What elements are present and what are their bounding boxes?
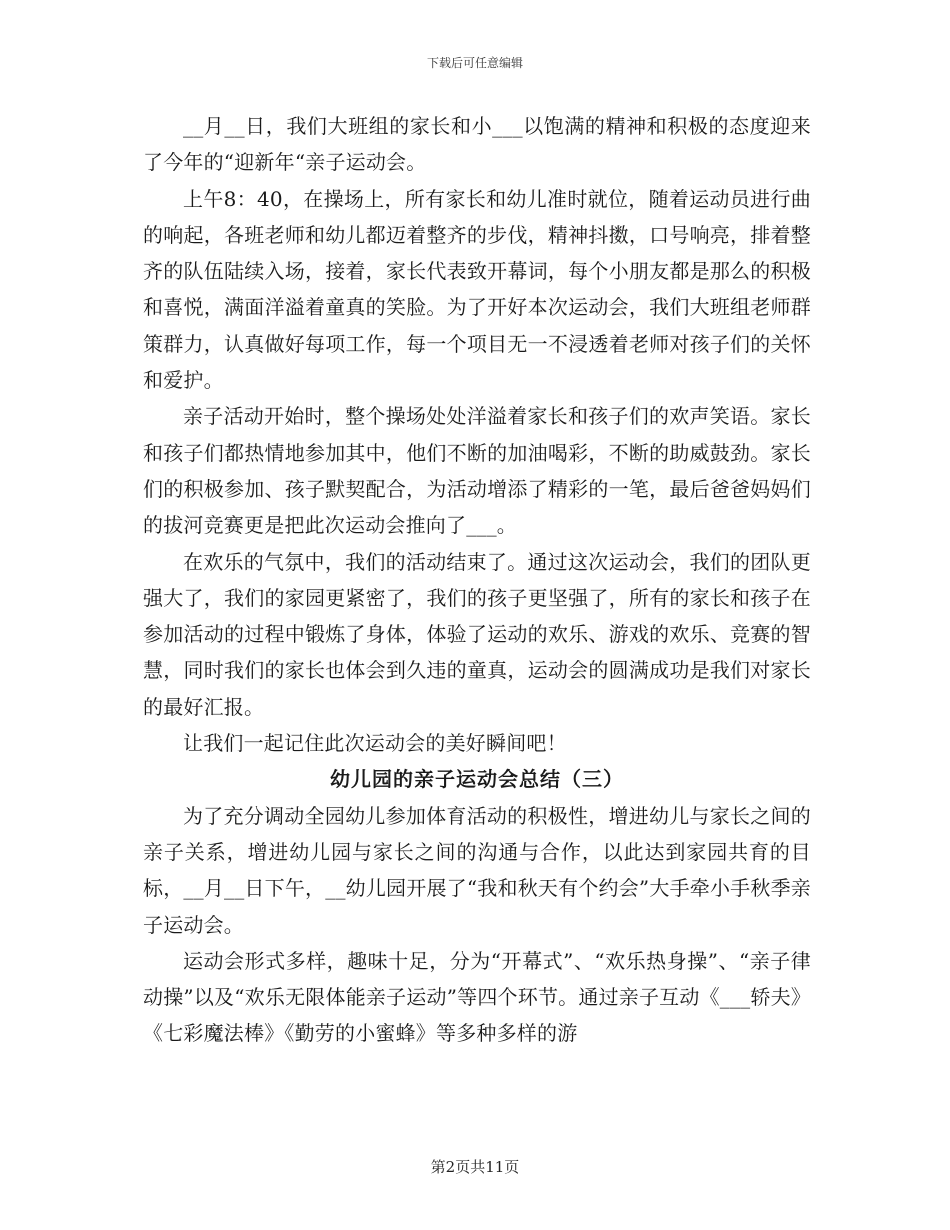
paragraph: 上午8：40，在操场上，所有家长和幼儿准时就位，随着运动员进行曲的响起，各班老师和幼儿都迈着整齐的步伐，精神抖擞，口号响亮，排着整齐的队伍陆续入场，接着，家长代表致开幕词，每个小朋友都是那么的积极和喜悦，满面洋溢着童真的笑脸。为了开好本次运动会，我们大班组老师群策群力，认真做好每项工作，每一个项目无一不浸透着老师对孩子们的关怀和爱护。 xyxy=(143,186,811,393)
section-title: 幼儿园的亲子运动会总结（三） xyxy=(330,767,624,792)
paragraph: 运动会形式多样，趣味十足，分为“开幕式”、“欢乐热身操”、“亲子律动操”以及“欢乐无限体能亲子运动”等四个环节。通过亲子互动《___轿夫》《七彩魔法棒》《勤劳的小蜜蜂》等多种多样的游 xyxy=(143,948,811,1046)
paragraph: 亲子活动开始时，整个操场处处洋溢着家长和孩子们的欢声笑语。家长和孩子们都热情地参加其中，他们不断的加油喝彩，不断的助威鼓劲。家长们的积极参加、孩子默契配合，为活动增添了精彩的一笔，最后爸爸妈妈们的拔河竞赛更是把此次运动会推向了___。 xyxy=(143,404,811,538)
document-body xyxy=(143,108,811,1052)
paragraph: __月__日，我们大班组的家长和小___以饱满的精神和积极的态度迎来了今年的“迎新年“亲子运动会。 xyxy=(143,114,811,175)
header-note: 下载后可任意编辑 xyxy=(426,56,523,70)
paragraph: 在欢乐的气氛中，我们的活动结束了。通过这次运动会，我们的团队更强大了，我们的家园更紧密了，我们的孩子更坚强了，所有的家长和孩子在参加活动的过程中锻炼了身体，体验了运动的欢乐、游戏的欢乐、竞赛的智慧，同时我们的家长也体会到久违的童真，运动会的圆满成功是我们对家长的最好汇报。 xyxy=(143,549,811,719)
paragraph: 让我们一起记住此次运动会的美好瞬间吧！ xyxy=(183,731,567,756)
paragraph: 为了充分调动全园幼儿参加体育活动的积极性，增进幼儿与家长之间的亲子关系，增进幼儿园与家长之间的沟通与合作，以此达到家园共育的目标，__月__日下午，__幼儿园开展了“我和秋天有个约会”大手牵小手秋季亲子运动会。 xyxy=(143,803,811,937)
page-number: 第2页共11页 xyxy=(430,1158,520,1176)
